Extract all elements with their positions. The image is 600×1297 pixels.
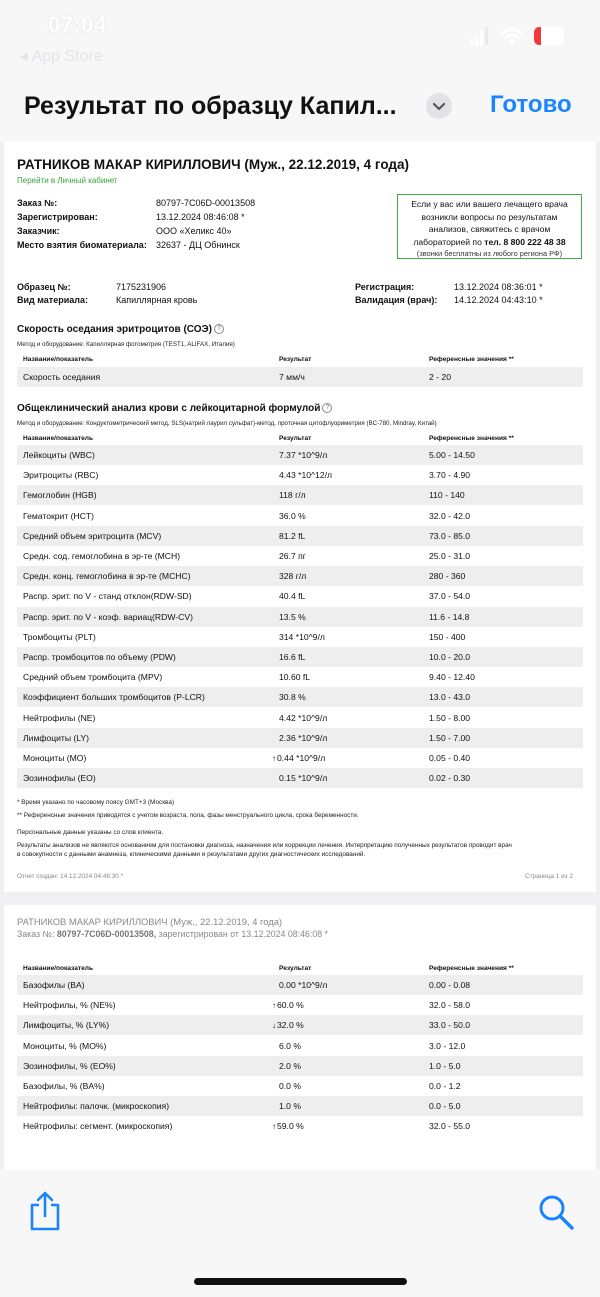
report-created: Отчет создан: 14.12.2024 04:48:30 *: [17, 873, 124, 880]
parameter-name: Базофилы, % (BA%): [23, 1081, 105, 1091]
table-row: [17, 506, 583, 526]
parameter-result: 36.0 %: [279, 510, 306, 521]
parameter-name: Распр. эрит. по V - станд отклон(RDW-SD): [23, 591, 192, 602]
parameter-result: 314 *10^9/л: [279, 631, 325, 642]
parameter-name: Моноциты (MO): [23, 753, 87, 763]
order-line: Заказ №: 80797-7C06D-00013508, зарегистрирован от 13.12.2024 08:46:08 *: [17, 929, 328, 939]
status-time: 07:04: [48, 12, 107, 37]
arrow-up-icon: ↑: [272, 754, 276, 763]
parameter-reference: 110 - 140: [429, 490, 465, 501]
parameter-name: Нейтрофилы (NE): [23, 712, 96, 723]
table-row: [17, 768, 583, 788]
parameter-result: 328 г/л: [279, 571, 307, 582]
blood-section-title: Общеклинический анализ крови с лейкоцитарной формулой ?: [17, 403, 332, 414]
parameter-result: ↑0.44 *10^9/л: [272, 753, 326, 763]
parameter-name: Моноциты, % (MO%): [23, 1040, 107, 1051]
back-to-app-store-link[interactable]: ◂ App Store: [20, 48, 103, 65]
table-row: [17, 1036, 583, 1056]
table-row: [17, 647, 583, 667]
parameter-result: 0.15 *10^9/л: [279, 773, 328, 784]
personal-cabinet-link[interactable]: Перейти в Личный кабинет: [17, 176, 118, 185]
search-icon[interactable]: [536, 1192, 576, 1232]
table-row: [17, 546, 583, 566]
wifi-icon: [500, 27, 524, 45]
parameter-reference: 1.0 - 5.0: [429, 1060, 461, 1071]
customer-label: Заказчик:: [17, 226, 60, 236]
table-row: [17, 1056, 583, 1076]
soe-section-title: Скорость оседания эритроцитов (СОЭ) ?: [17, 324, 224, 335]
collection-place-value: 32637 - ДЦ Обнинск: [156, 240, 240, 250]
arrow-up-icon: ↑: [272, 1001, 276, 1011]
table-row: [17, 975, 583, 995]
table-row: [17, 687, 583, 707]
parameter-reference: 1.50 - 8.00: [429, 712, 471, 723]
note-reference: ** Референсные значения приводятся с учетом возраста, пола, фазы менструального цикла, срока беременности.: [17, 812, 359, 819]
parameter-result: 6.0 %: [279, 1040, 301, 1051]
table-row: [17, 485, 583, 505]
table-row: Скорость оседания 7 мм/ч 2 - 20: [17, 367, 583, 387]
order-number-value: 80797-7C06D-00013508: [156, 198, 256, 208]
patient-name: РАТНИКОВ МАКАР КИРИЛЛОВИЧ (Муж., 22.12.2019, 4 года): [17, 157, 410, 172]
parameter-reference: 33.0 - 50.0: [429, 1020, 471, 1031]
parameter-name: Лимфоциты (LY): [23, 732, 90, 743]
parameter-reference: 3.0 - 12.0: [429, 1040, 466, 1051]
parameter-name: Лейкоциты (WBC): [23, 450, 95, 460]
blood-method: Метод и оборудование: Кондуктометрический метод, SLS(натрий лаурил сульфат)-метод, проточная цитофлуориметрия (BC-780, Mindray, Китай): [17, 420, 437, 427]
parameter-reference: 280 - 360: [429, 571, 466, 582]
parameter-reference: 5.00 - 14.50: [429, 450, 475, 460]
parameter-reference: 0.0 - 5.0: [429, 1101, 461, 1112]
parameter-reference: 11.6 - 14.8: [429, 611, 470, 622]
parameter-name: Эозинофилы, % (EO%): [23, 1060, 116, 1071]
note-disclaimer-1: Результаты анализов не являются основанием для постановки диагноза, назначения или коррекции лечения. Интерпретацию полученных результатов проводит врач: [17, 842, 512, 849]
parameter-result: 81.2 fL: [279, 530, 306, 541]
parameter-name: Распр. тромбоцитов по объему (PDW): [23, 652, 176, 662]
table-row: [17, 465, 583, 485]
parameter-name: Нейтрофилы: сегмент. (микроскопия): [23, 1121, 173, 1132]
parameter-name: Средн. конц. гемоглобина в эр-те (MCHC): [23, 571, 191, 582]
parameter-reference: 10.0 - 20.0: [429, 652, 471, 662]
parameter-result: 0.0 %: [279, 1081, 301, 1091]
table-row: [17, 748, 583, 768]
parameter-result: ↑60.0 %: [272, 1000, 304, 1011]
table-row: [17, 708, 583, 728]
sample-value: 7175231906: [116, 282, 167, 292]
parameter-result: 2.0 %: [279, 1060, 301, 1071]
nav-title: Результат по образцу Капил...: [24, 92, 397, 120]
parameter-result: 1.0 %: [279, 1101, 301, 1112]
parameter-reference: 37.0 - 54.0: [429, 591, 471, 602]
share-icon[interactable]: [28, 1190, 62, 1232]
home-indicator: [194, 1278, 407, 1285]
table-row: [17, 995, 583, 1015]
parameter-name: Нейтрофилы: палочк. (микроскопия): [23, 1101, 170, 1112]
validation-value: 14.12.2024 04:43:10 *: [454, 295, 543, 305]
contact-box: Если у вас или вашего лечащего врача возникли вопросы по результатам анализов, свяжитесь с врачом лабораторией по тел. 8 800 222 48 38 (звонки бесплатны из любого региона РФ): [397, 194, 582, 259]
table-row: [17, 445, 583, 465]
validation-label: Валидация (врач):: [355, 295, 438, 305]
collection-place-label: Место взятия биоматериала:: [17, 240, 147, 250]
parameter-result: 40.4 fL: [279, 591, 306, 602]
info-icon[interactable]: ?: [214, 324, 224, 334]
parameter-reference: 13.0 - 43.0: [429, 692, 471, 703]
customer-value: ООО «Хеликс 40»: [156, 226, 232, 236]
parameter-result: ↓32.0 %: [272, 1020, 304, 1031]
table-row: [17, 586, 583, 606]
parameter-result: 118 г/л: [279, 490, 306, 501]
parameter-result: 4.42 *10^9/л: [279, 712, 328, 723]
parameter-name: Эритроциты (RBC): [23, 470, 99, 481]
parameter-result: 2.36 *10^9/л: [279, 732, 328, 743]
parameter-name: Тромбоциты (PLT): [23, 631, 96, 642]
parameter-name: Средний объем тромбоцита (MPV): [23, 672, 163, 683]
material-label: Вид материала:: [17, 295, 88, 305]
parameter-name: Лимфоциты, % (LY%): [23, 1020, 110, 1031]
table-row: [17, 1096, 583, 1116]
parameter-reference: 0.00 - 0.08: [429, 980, 471, 990]
parameter-name: Средн. сод. гемоглобина в эр-те (MCH): [23, 551, 181, 561]
table-row: [17, 1015, 583, 1035]
table-row: [17, 627, 583, 647]
parameter-name: Средний объем эритроцита (MCV): [23, 530, 162, 541]
parameter-reference: 25.0 - 31.0: [429, 551, 471, 561]
note-personal-data: Персональные данные указаны со слов клиента.: [17, 829, 164, 836]
done-button[interactable]: Готово: [490, 91, 572, 118]
parameter-name: Гемоглобин (HGB): [23, 490, 97, 501]
parameter-reference: 3.70 - 4.90: [429, 470, 471, 481]
parameter-name: Гематокрит (HCT): [23, 510, 95, 521]
material-value: Капиллярная кровь: [116, 295, 198, 305]
blood-table-header: Название/показатель Результат Референсные значения **: [23, 435, 514, 442]
arrow-up-icon: ↑: [272, 1122, 276, 1132]
info-icon[interactable]: ?: [322, 403, 332, 413]
order-number-label: Заказ №:: [17, 198, 58, 208]
parameter-reference: 32.0 - 58.0: [429, 1000, 471, 1011]
parameter-result: 16.6 fL: [279, 652, 306, 662]
parameter-result: 0.00 *10^9/л: [279, 980, 328, 990]
parameter-reference: 1.50 - 7.00: [429, 732, 471, 743]
parameter-name: Коэффициент больших тромбоцитов (P-LCR): [23, 692, 205, 703]
parameter-name: Базофилы (BA): [23, 980, 85, 990]
table-row: [17, 1076, 583, 1096]
parameter-result: 7.37 *10^9/л: [279, 450, 328, 460]
note-disclaimer-2: в совокупности с данными анамнеза, клиническими данными и результатами других диагностических исследований.: [17, 851, 366, 858]
parameter-name: Нейтрофилы, % (NE%): [23, 1000, 116, 1011]
parameter-reference: 0.05 - 0.40: [429, 753, 471, 763]
registered-label: Зарегистрирован:: [17, 212, 98, 222]
patient-name: РАТНИКОВ МАКАР КИРИЛЛОВИЧ (Муж., 22.12.2019, 4 года): [17, 916, 283, 927]
table-row: [17, 1116, 583, 1136]
note-timezone: * Время указано по часовому поясу GMT+3 (Москва): [17, 799, 175, 806]
parameter-result: 26.7 пг: [279, 551, 306, 561]
table-row: [17, 728, 583, 748]
phone-number[interactable]: тел. 8 800 222 48 38: [484, 236, 566, 247]
registration-value: 13.12.2024 08:36:01 *: [454, 282, 543, 292]
page-number: Страница 1 из 2: [525, 873, 573, 880]
parameter-result: 13.5 %: [279, 611, 306, 622]
battery-icon: [534, 27, 564, 45]
document-page-1: [4, 141, 596, 892]
parameter-result: 4.43 *10^12/л: [279, 470, 333, 481]
parameter-name: Распр. эрит. по V - коэф. вариац(RDW-CV): [23, 611, 193, 622]
title-chevron-down-icon[interactable]: [426, 93, 452, 119]
parameter-reference: 32.0 - 42.0: [429, 510, 471, 521]
table-row: [17, 526, 583, 546]
status-bar: [0, 0, 600, 70]
parameter-reference: 73.0 - 85.0: [429, 530, 471, 541]
soe-method: Метод и оборудование: Капиллярная фотометрия (TEST1, ALIFAX, Италия): [17, 341, 235, 348]
parameter-result: ↑59.0 %: [272, 1121, 304, 1132]
registered-value: 13.12.2024 08:46:08 *: [156, 212, 245, 222]
registration-label: Регистрация:: [355, 282, 415, 292]
document-page-2: [4, 905, 596, 1170]
parameter-reference: 150 - 400: [429, 631, 466, 642]
parameter-reference: 32.0 - 55.0: [429, 1121, 471, 1132]
table-row: [17, 566, 583, 586]
parameter-name: Эозинофилы (EO): [23, 773, 96, 784]
table-row: [17, 667, 583, 687]
arrow-down-icon: ↓: [272, 1021, 276, 1031]
sample-label: Образец №:: [17, 282, 71, 292]
page2-table-header: Название/показатель Результат Референсные значения **: [23, 965, 514, 972]
parameter-reference: 0.02 - 0.30: [429, 773, 471, 784]
parameter-result: 10.60 fL: [279, 672, 311, 683]
table-row: [17, 607, 583, 627]
parameter-reference: 9.40 - 12.40: [429, 672, 475, 683]
soe-table-header: Название/показатель Результат Референсные значения **: [23, 356, 514, 363]
parameter-result: 30.8 %: [279, 692, 306, 703]
parameter-reference: 0.0 - 1.2: [429, 1081, 461, 1091]
